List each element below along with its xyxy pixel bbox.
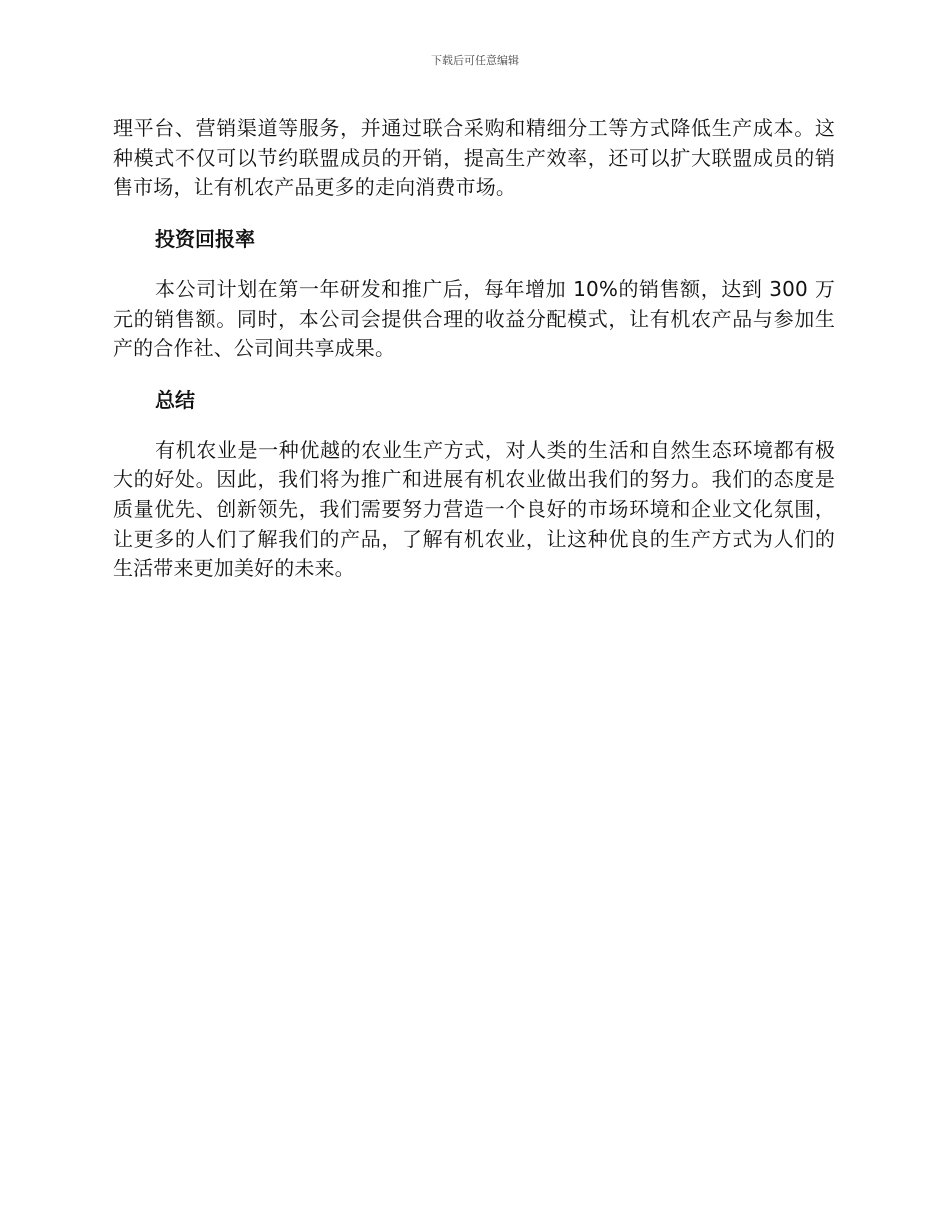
page-header-note: 下载后可任意编辑 <box>431 54 519 67</box>
continued-paragraph: 理平台、营销渠道等服务，并通过联合采购和精细分工等方式降低生产成本。这种模式不仅可以节约联盟成员的开销，提高生产效率，还可以扩大联盟成员的销售市场，让有机农产品更多的走向消费市场。 <box>113 116 835 200</box>
document-body <box>113 114 835 584</box>
paragraph-roi: 本公司计划在第一年研发和推广后，每年增加 10%的销售额，达到 300 万元的销售额。同时，本公司会提供合理的收益分配模式，让有机农产品与参加生产的合作社、公司间共享成果。 <box>113 276 835 361</box>
section-heading-summary: 总结 <box>155 387 195 412</box>
paragraph-summary: 有机农业是一种优越的农业生产方式，对人类的生活和自然生态环境都有极大的好处。因此，我们将为推广和进展有机农业做出我们的努力。我们的态度是质量优先、创新领先，我们需要努力营造一个良好的市场环境和企业文化氛围，让更多的人们了解我们的产品，了解有机农业，让这种优良的生产方式为人们的生活带来更加美好的未来。 <box>113 437 835 581</box>
section-heading-roi: 投资回报率 <box>155 227 255 252</box>
